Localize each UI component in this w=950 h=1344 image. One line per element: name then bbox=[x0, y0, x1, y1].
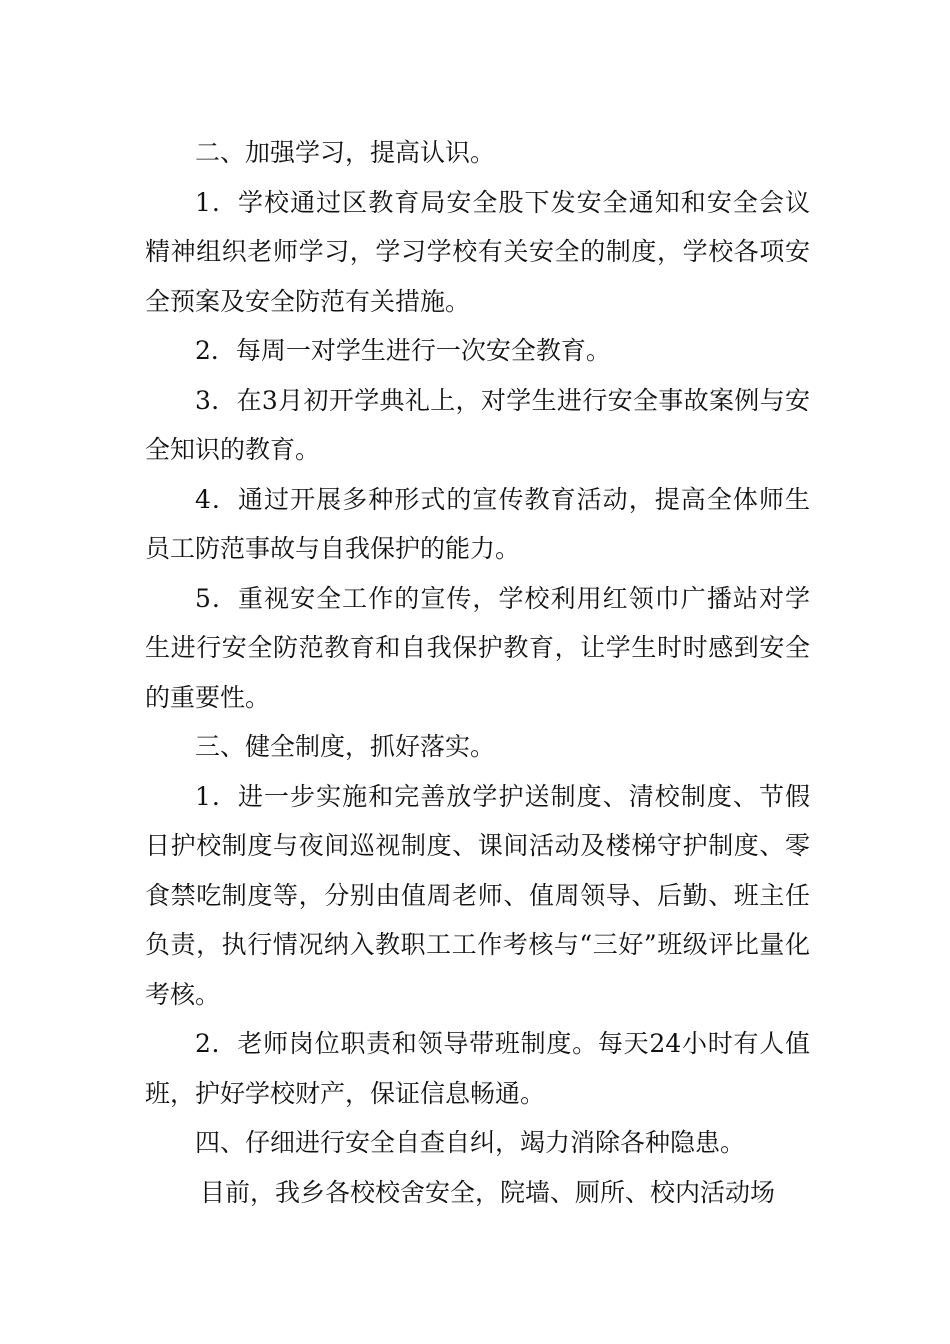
paragraph-2-3: 3．在3月初开学典礼上，对学生进行安全事故案例与安全知识的教育。 bbox=[145, 385, 810, 464]
paragraph-2-5: 5．重视安全工作的宣传，学校利用红领巾广播站对学生进行安全防范教育和自我保护教育，让学生时时感到安全的重要性。 bbox=[145, 583, 810, 712]
paragraph-4-1: 目前，我乡各校校舍安全，院墙、厕所、校内活动场 bbox=[200, 1177, 776, 1207]
paragraph-2-4: 4．通过开展多种形式的宣传教育活动，提高全体师生员工防范事故与自我保护的能力。 bbox=[145, 484, 810, 563]
paragraph-3-2: 2．老师岗位职责和领导带班制度。每天24小时有人值班，护好学校财产，保证信息畅通。 bbox=[145, 1029, 810, 1108]
paragraph-3-1: 1．进一步实施和完善放学护送制度、清校制度、节假日护校制度与夜间巡视制度、课间活动及楼梯守护制度、零食禁吃制度等，分别由值周老师、值周领导、后勤、班主任负责，执行情况纳入教职工工作考核与“三好”班级评比量化考核。 bbox=[145, 781, 810, 1009]
paragraph-2-1: 1．学校通过区教育局安全股下发安全通知和安全会议精神组织老师学习，学习学校有关安全的制度，学校各项安全预案及安全防范有关措施。 bbox=[145, 187, 810, 316]
document-body bbox=[145, 128, 810, 1217]
section-heading-4: 四、仔细进行安全自查自纠，竭力消除各种隐患。 bbox=[195, 1128, 746, 1157]
paragraph-2-2: 2．每周一对学生进行一次安全教育。 bbox=[195, 336, 611, 365]
section-heading-2: 二、加强学习，提高认识。 bbox=[195, 138, 496, 167]
section-heading-3: 三、健全制度，抓好落实。 bbox=[195, 732, 496, 761]
